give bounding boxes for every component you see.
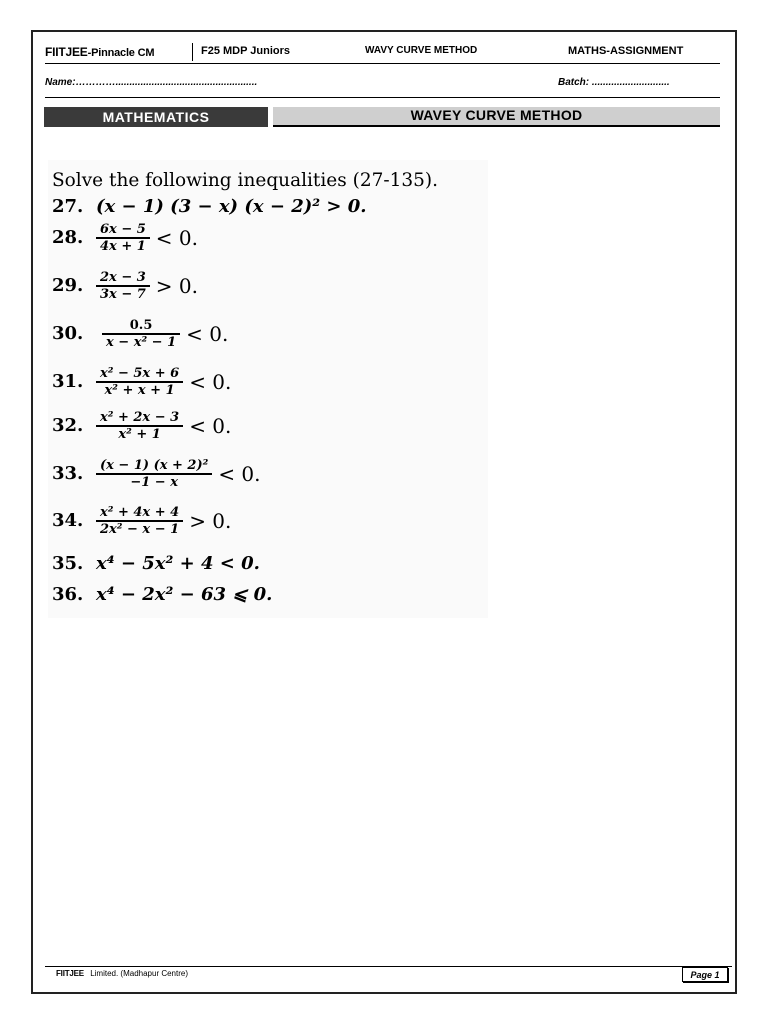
fraction [96,366,183,398]
page-header [45,43,720,61]
fraction [96,458,212,490]
relation: < 0. [189,369,232,394]
numerator: 2x − 3 [100,270,146,285]
question-number: 32. [52,415,84,437]
page-number: Page 1 [682,967,728,982]
relation: < 0. [155,225,198,250]
question-expression: (x − 1) (3 − x) (x − 2)² > 0. [96,196,367,217]
relation: > 0. [189,508,232,533]
footer-text: Limited. (Madhapur Centre) [90,969,189,978]
name-field-label: Name:…………................................................... [45,77,258,88]
question-31 [52,366,231,398]
question-34 [52,505,231,537]
question-30 [52,318,228,350]
question-28 [52,222,198,254]
question-number: 28. [52,227,84,249]
header-divider [192,43,193,61]
denominator: x² + 1 [118,426,161,442]
question-33 [52,458,261,490]
question-27 [52,196,367,217]
fraction [96,505,183,537]
denominator: −1 − x [130,474,178,490]
question-number: 30. [52,323,84,345]
fraction [96,270,150,302]
question-number: 36. [52,584,84,605]
topic-band: WAVEY CURVE METHOD [273,107,720,127]
header-topic: WAVY CURVE METHOD [365,45,478,56]
question-number: 31. [52,371,84,393]
subject-band: MATHEMATICS [44,107,268,127]
numerator: 6x − 5 [100,222,146,237]
denominator: 2x² − x − 1 [100,521,180,537]
denominator: x² + x + 1 [104,382,175,398]
question-29 [52,270,198,302]
question-number: 35. [52,553,84,574]
question-number: 34. [52,510,84,532]
logo-text: FIITJEE [45,45,88,59]
denominator: 3x − 7 [100,286,146,302]
question-36 [52,584,272,605]
numerator: x² + 2x − 3 [100,410,180,425]
denominator: 4x + 1 [100,238,146,254]
fraction [96,410,183,442]
instructions: Solve the following inequalities (27-135). [52,170,439,191]
fraction [96,222,150,254]
page-footer [56,969,188,978]
relation: < 0. [189,413,232,438]
question-number: 27. [52,196,84,217]
numerator: x² + 4x + 4 [100,505,180,520]
relation: < 0. [186,321,229,346]
footer-rule [45,966,732,967]
header-batch-name: F25 MDP Juniors [201,45,291,57]
fraction [102,318,180,350]
question-number: 29. [52,275,84,297]
question-expression: x⁴ − 5x² + 4 < 0. [96,553,260,574]
denominator: x − x² − 1 [106,334,177,350]
relation: < 0. [218,461,261,486]
footer-logo: FIITJEE [56,969,84,978]
name-rule [45,97,720,98]
numerator: x² − 5x + 6 [100,366,180,381]
header-logo [45,45,154,59]
header-subject: MATHS-ASSIGNMENT [568,45,684,57]
relation: > 0. [155,273,198,298]
batch-field-label: Batch: ............................ [558,77,670,88]
numerator: 0.5 [129,318,153,333]
question-expression: x⁴ − 2x² − 63 ⩽ 0. [96,584,273,605]
header-rule [45,63,720,64]
question-number: 33. [52,463,84,485]
question-35 [52,553,260,574]
question-32 [52,410,231,442]
numerator: (x − 1) (x + 2)² [100,458,209,473]
logo-suffix: -Pinnacle CM [87,47,155,59]
